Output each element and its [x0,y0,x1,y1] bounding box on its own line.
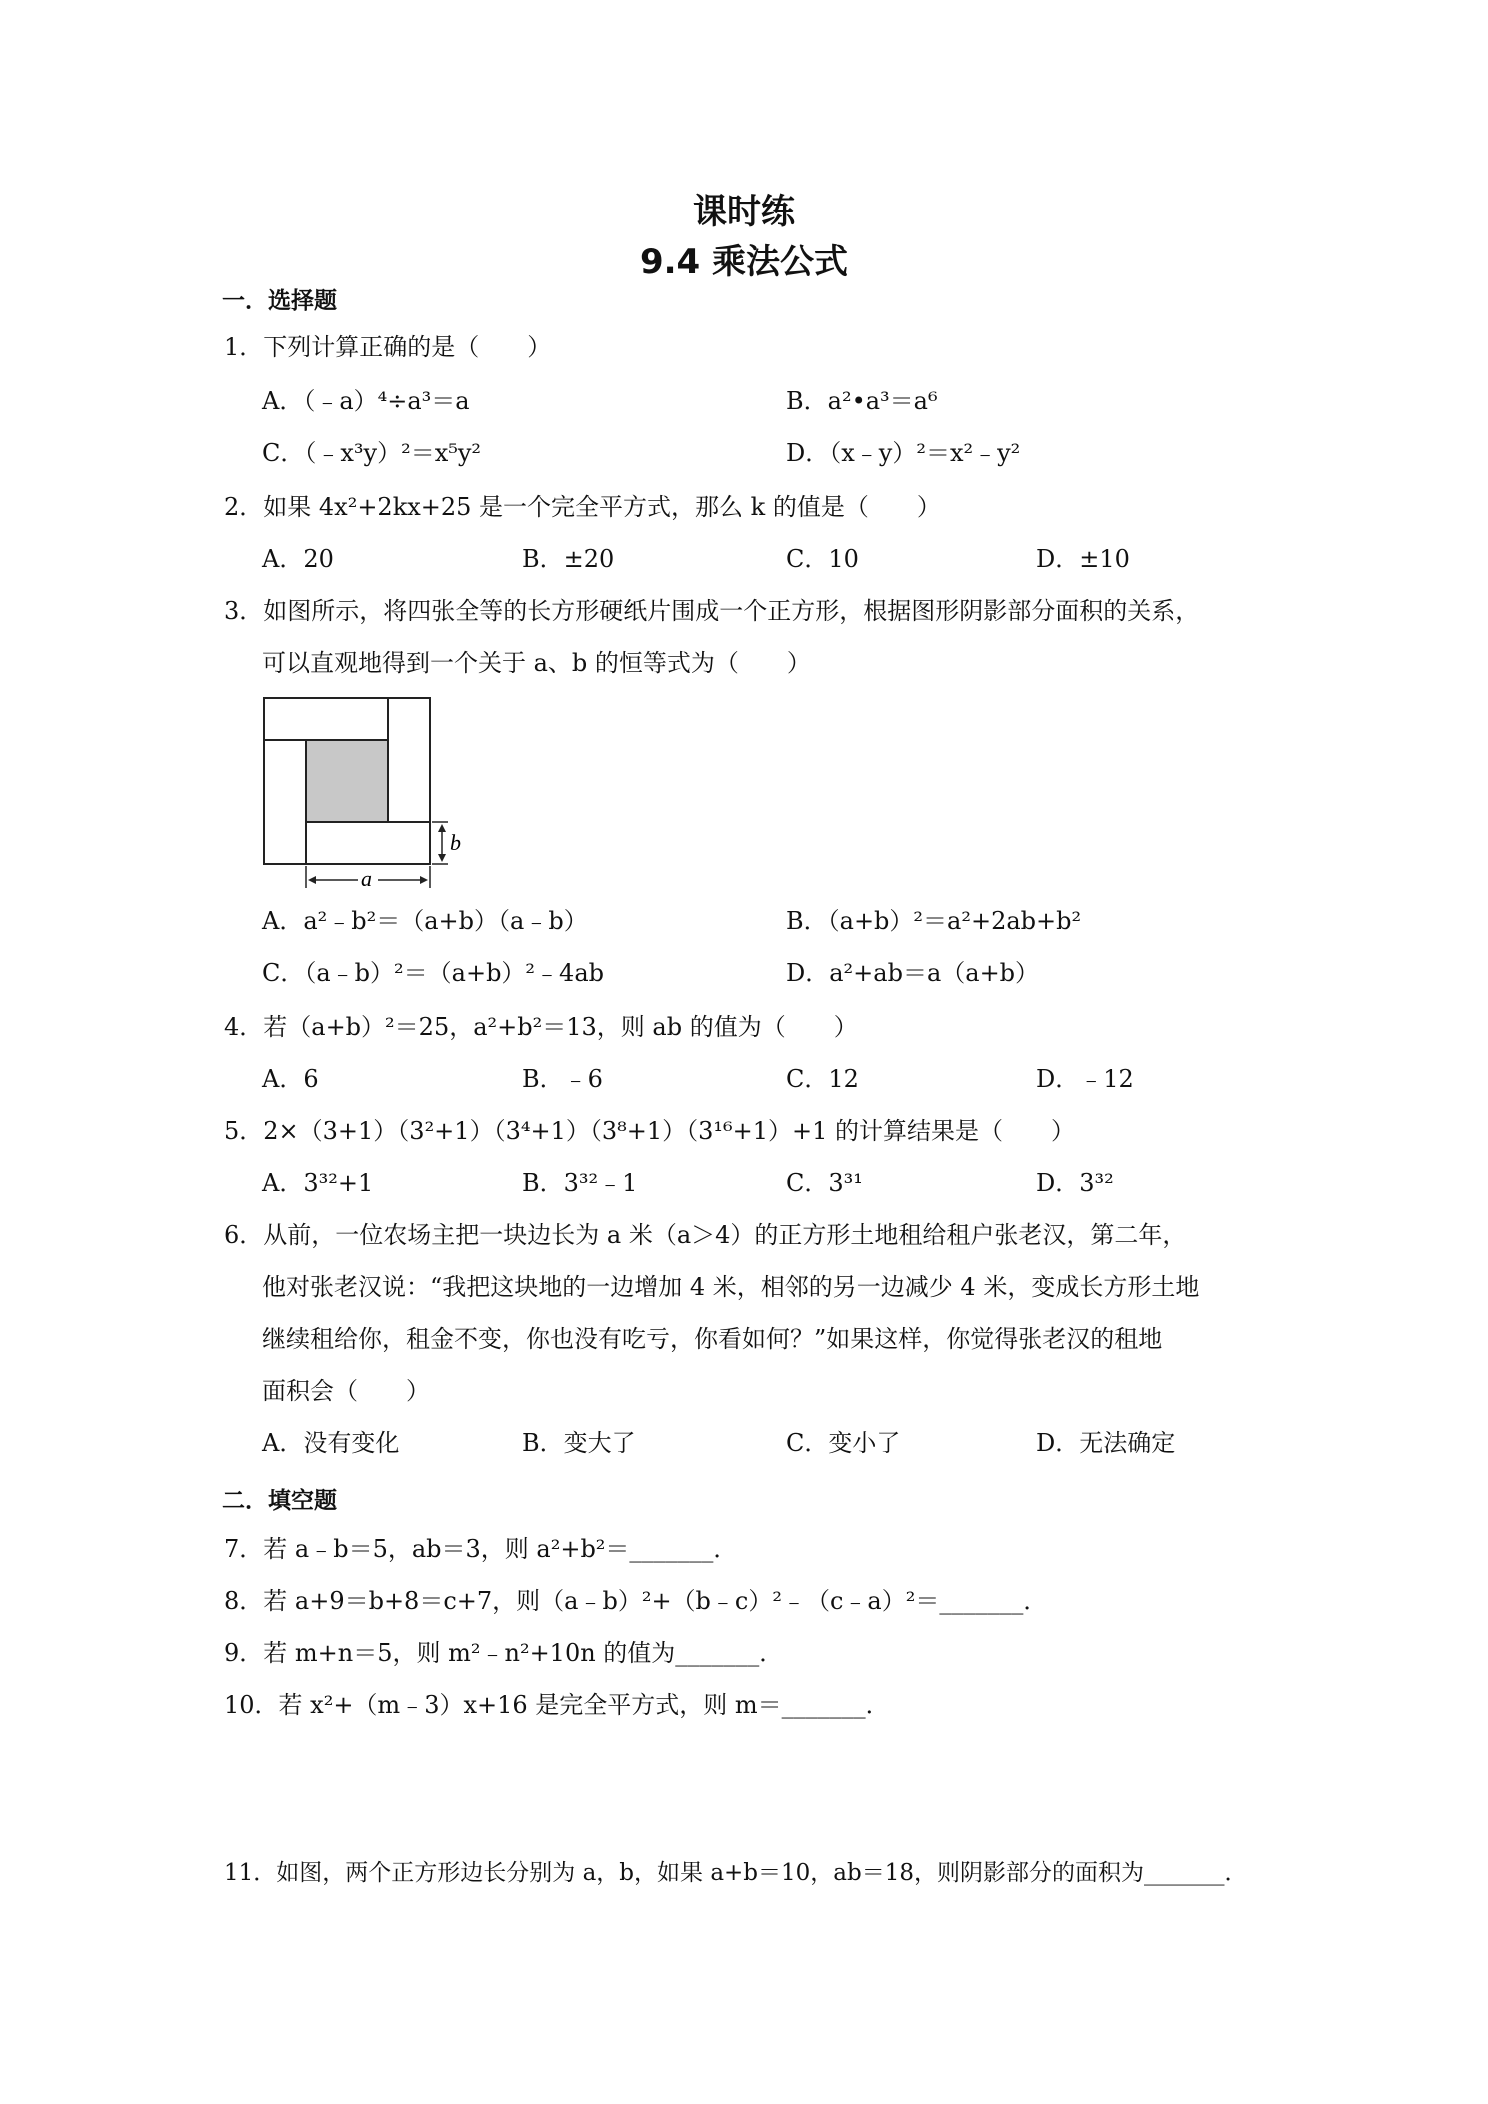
question-6-option-d: D．无法确定 [1036,1429,1176,1457]
question-4-option-d: D．﹣12 [1036,1065,1134,1093]
question-1-option-a: A．（﹣a）⁴÷a³＝a [262,387,470,415]
shaded-square [306,740,388,822]
question-4-stem: 4．若（a+b）²＝25，a²+b²＝13，则 ab 的值为（ ） [224,1013,858,1041]
question-2-option-c: C．10 [786,545,859,573]
question-1-option-b: B．a²•a³＝a⁶ [786,387,938,415]
section-choice-heading: 一．选择题 [222,288,337,314]
question-10: 10．若 x²+（m﹣3）x+16 是完全平方式，则 m＝_______． [224,1691,890,1719]
question-6-option-c: C．变小了 [786,1429,901,1457]
question-5-option-a: A．3³²+1 [262,1169,374,1197]
square-rectangles-diagram [262,696,472,894]
question-2-stem: 2．如果 4x²+2kx+25 是一个完全平方式，那么 k 的值是（ ） [224,493,941,521]
question-6-stem-line-1: 6．从前，一位农场主把一块边长为 a 米（a＞4）的正方形土地租给租户张老汉，第二年， [224,1221,1187,1249]
question-7: 7．若 a﹣b＝5，ab＝3，则 a²+b²＝_______． [224,1535,738,1563]
page-subtitle: 9.4 乘法公式 [639,242,849,282]
question-3-figure [262,696,472,898]
question-5-stem: 5．2×（3+1）（3²+1）（3⁴+1）（3⁸+1）（3¹⁶+1）+1 的计算结果是（ ） [224,1117,1076,1145]
question-2-option-d: D．±10 [1036,545,1130,573]
question-3-stem-line-2: 可以直观地得到一个关于 a、b 的恒等式为（ ） [262,649,811,677]
question-4-option-c: C．12 [786,1065,859,1093]
question-8: 8．若 a+9＝b+8＝c+7，则（a﹣b）²+（b﹣c）²﹣（c﹣a）²＝_______． [224,1587,1048,1615]
question-2-option-a: A．20 [262,545,334,573]
question-4-option-a: A．6 [262,1065,319,1093]
question-3-option-b: B．（a+b）²＝a²+2ab+b² [786,907,1082,935]
question-1-option-d: D．（x﹣y）²＝x²﹣y² [786,439,1021,467]
section-fill-heading: 二．填空题 [222,1488,337,1514]
question-3-option-a: A．a²﹣b²＝（a+b）（a﹣b） [262,907,588,935]
question-1-stem: 1．下列计算正确的是（ ） [224,333,552,361]
question-3-stem-line-1: 3．如图所示，将四张全等的长方形硬纸片围成一个正方形，根据图形阴影部分面积的关系， [224,597,1200,625]
a-dimension-label: a [361,866,372,891]
question-9: 9．若 m+n＝5，则 m²﹣n²+10n 的值为_______． [224,1639,784,1667]
question-3-option-c: C．（a﹣b）²＝（a+b）²﹣4ab [262,959,604,987]
question-11: 11．如图，两个正方形边长分别为 a，b，如果 a+b＝10，ab＝18，则阴影部分的面积为_______． [224,1860,1248,1886]
b-dimension-label: b [450,830,461,855]
question-5-option-c: C．3³¹ [786,1169,863,1197]
question-6-stem-line-2: 他对张老汉说：“我把这块地的一边增加 4 米，相邻的另一边减少 4 米，变成长方形土地 [262,1273,1200,1301]
question-5-option-b: B．3³²﹣1 [522,1169,638,1197]
page-title: 课时练 [693,192,795,232]
question-6-option-b: B．变大了 [522,1429,636,1457]
question-3-option-d: D．a²+ab＝a（a+b） [786,959,1040,987]
question-1-option-c: C．（﹣x³y）²＝x⁵y² [262,439,482,467]
question-4-option-b: B．﹣6 [522,1065,603,1093]
question-5-option-d: D．3³² [1036,1169,1114,1197]
question-6-stem-line-4: 面积会（ ） [262,1377,430,1405]
question-6-stem-line-3: 继续租给你，租金不变，你也没有吃亏，你看如何？”如果这样，你觉得张老汉的租地 [262,1325,1163,1353]
question-2-option-b: B．±20 [522,545,615,573]
question-6-option-a: A．没有变化 [262,1429,400,1457]
